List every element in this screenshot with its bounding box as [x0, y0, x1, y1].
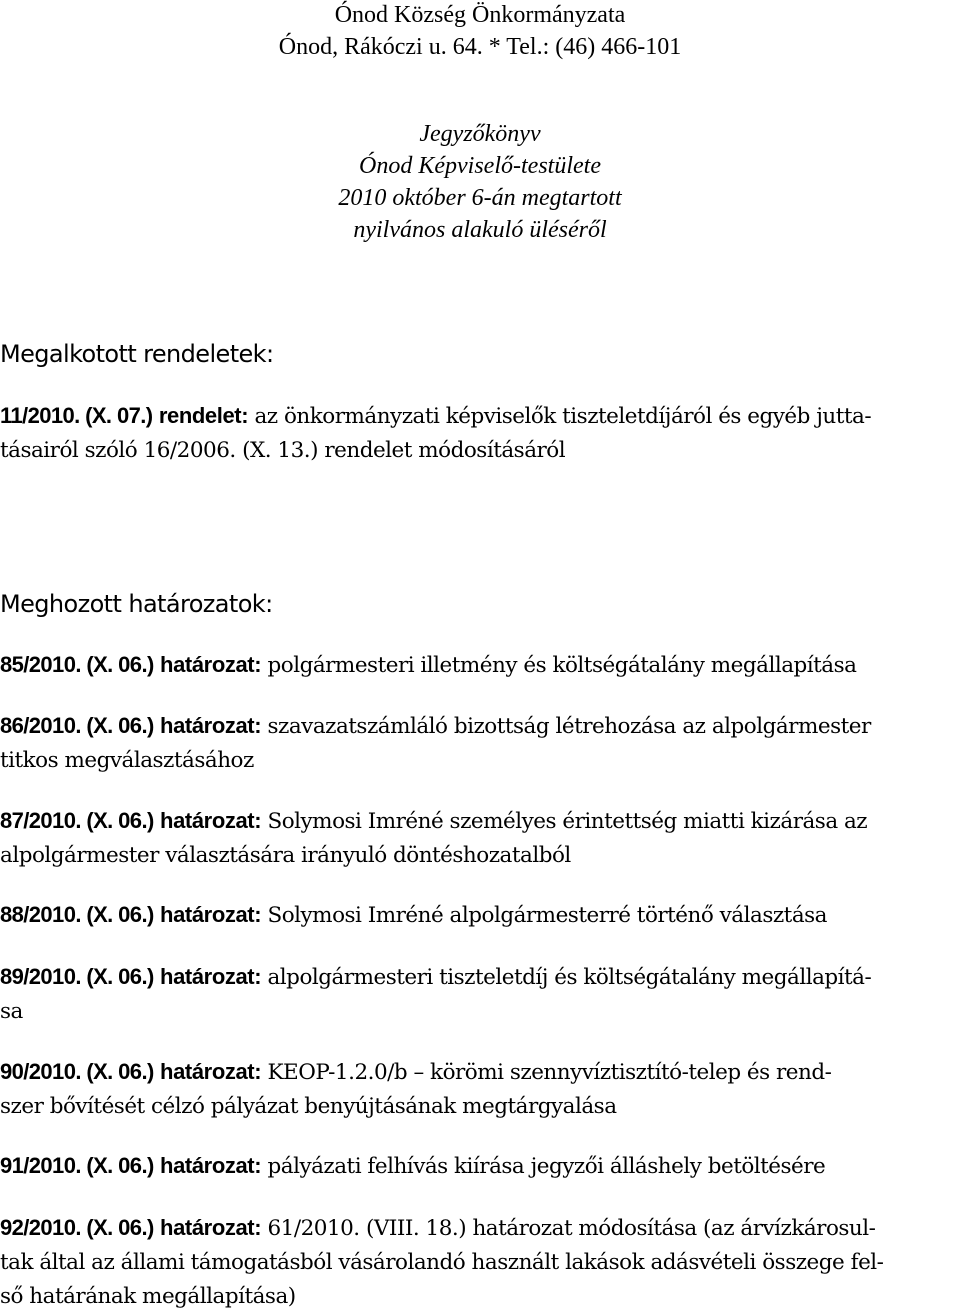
item-text: Solymosi Imréné személyes érintettség miatti kizárása az	[261, 809, 868, 834]
hatarozatok-heading: Meghozott határozatok:	[0, 590, 273, 618]
item-text: KEOP-1.2.0/b – körömi szennyvíztisztító-telep és rend-	[261, 1060, 832, 1085]
item-type: határozat:	[160, 1059, 262, 1084]
item-text-cont: tak által az állami támogatásból vásárolandó használt lakások adásvételi összege fel-	[0, 1250, 884, 1275]
item-text: alpolgármesteri tiszteletdíj és költségátalány megállapítá-	[261, 965, 872, 990]
item-text: pályázati felhívás kiírása jegyzői álláshely betöltésére	[261, 1154, 826, 1179]
header-line-2: Ónod, Rákóczi u. 64. * Tel.: (46) 466-101	[278, 34, 682, 60]
hatarozat-item	[0, 898, 955, 933]
header-line-1: Ónod Község Önkormányzata	[334, 2, 626, 28]
rendelet-item	[0, 399, 955, 468]
item-text-cont: ső határának megállapítása)	[0, 1284, 296, 1309]
title-line-3: 2010 október 6-án megtartott	[338, 185, 622, 211]
item-text-cont: tásairól szóló 16/2006. (X. 13.) rendelet módosításáról	[0, 438, 566, 463]
title-line-2: Ónod Képviselő-testülete	[359, 153, 601, 179]
item-type: határozat:	[160, 1215, 262, 1240]
hatarozat-item	[0, 960, 955, 1029]
title-line-1: Jegyzőkönyv	[419, 121, 541, 147]
hatarozat-item	[0, 804, 955, 873]
item-ref: 87/2010. (X. 06.)	[0, 808, 154, 833]
item-text-cont: titkos megválasztásához	[0, 748, 254, 773]
item-type: rendelet:	[158, 403, 249, 428]
hatarozat-item	[0, 1149, 955, 1184]
item-ref: 91/2010. (X. 06.)	[0, 1153, 154, 1178]
item-text: 61/2010. (VIII. 18.) határozat módosítása (az árvízkárosul-	[261, 1216, 876, 1241]
item-text: az önkormányzati képviselők tiszteletdíjáról és egyéb jutta-	[248, 404, 872, 429]
hatarozat-item	[0, 648, 955, 683]
hatarozat-item	[0, 1211, 955, 1314]
item-ref: 92/2010. (X. 06.)	[0, 1215, 154, 1240]
item-ref: 86/2010. (X. 06.)	[0, 713, 154, 738]
item-type: határozat:	[160, 964, 262, 989]
item-ref: 89/2010. (X. 06.)	[0, 964, 154, 989]
item-ref: 11/2010. (X. 07.)	[0, 403, 153, 428]
item-type: határozat:	[160, 808, 262, 833]
item-type: határozat:	[160, 652, 262, 677]
item-type: határozat:	[160, 1153, 262, 1178]
item-type: határozat:	[160, 713, 262, 738]
item-ref: 88/2010. (X. 06.)	[0, 902, 154, 927]
hatarozat-item	[0, 709, 955, 778]
item-text-cont: szer bővítését célzó pályázat benyújtásának megtárgyalása	[0, 1094, 617, 1119]
item-text: polgármesteri illetmény és költségátalány megállapítása	[261, 653, 857, 678]
item-text: szavazatszámláló bizottság létrehozása az alpolgármester	[261, 714, 871, 739]
rendeletek-heading: Megalkotott rendeletek:	[0, 340, 274, 368]
item-ref: 85/2010. (X. 06.)	[0, 652, 154, 677]
hatarozat-item	[0, 1055, 955, 1124]
item-ref: 90/2010. (X. 06.)	[0, 1059, 154, 1084]
item-text-cont: alpolgármester választására irányuló döntéshozatalból	[0, 843, 571, 868]
item-type: határozat:	[160, 902, 262, 927]
title-line-4: nyilvános alakuló üléséről	[353, 217, 607, 243]
item-text: Solymosi Imréné alpolgármesterré történő választása	[261, 903, 827, 928]
item-text-cont: sa	[0, 999, 23, 1024]
